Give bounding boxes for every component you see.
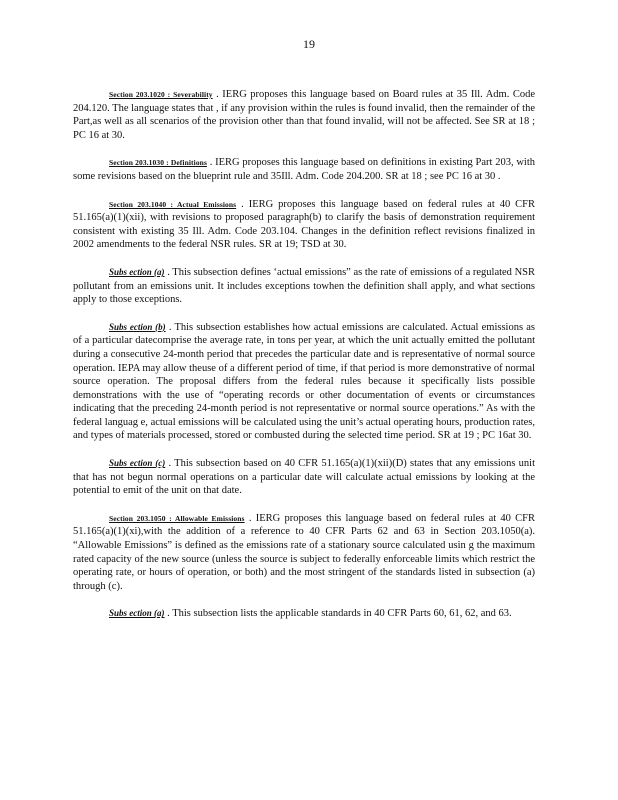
section-heading: Section 203.1050 : Allowable Emissions (109, 513, 245, 523)
paragraph-definitions (73, 156, 535, 183)
page-number: 19 (303, 37, 315, 51)
paragraph-text: . This subsection establishes how actual emissions are calculated. Actual emissions as of a particular datecomprise the average rate, in tons per year, at which the unit actually emitted the pollutant during a consecutive 24-month period that precedes the particular date and is representative of normal source operation. IEPA may allow theuse of a different period of time, if that period is more demonstrative of normal source operation. The proposal differs from the federal rules because it specifically lists possible demonstrations with the use of “operating records or other documentation of events or circumstances indicating that the preceding 24-month period is not representative or normal source operations.” As with the federal languag e, actual emissions will be calculated using the unit’s actual operating hours, production rates, and types of materials processed, stored or combusted during the selected time period. SR at 19 ; PC 16at 30. (73, 321, 535, 442)
paragraph-severability (73, 88, 535, 142)
paragraph-text: . This subsection based on 40 CFR 51.165(a)(1)(xii)(D) states that any emissions unit that has not begun normal operations on a particular date will calculate actual emissions by looking at the potential to emit of the unit on that date. (73, 458, 535, 497)
document-body (73, 88, 535, 635)
subsection-heading: Subs ection (c) (109, 458, 166, 469)
section-heading: Section 203.1040 : Actual Emissions (109, 199, 237, 209)
paragraph-subsection-b (73, 321, 535, 443)
section-heading: Section 203.1030 : Definitions (109, 158, 207, 168)
paragraph-text: . IERG proposes this language based on federal rules at 40 CFR 51.165(a)(1)(xii), with revisions to proposed paragraph(b) to clarify the basis of demonstration requirement consistent with existing 35 Ill. Adm. Code 203.104. Changes in the definition reflect revisions finalized in 2002 amendments to the federal NSR rules. SR at 19; TSD at 30. (73, 198, 535, 251)
subsection-heading: Subs ection (a) (109, 266, 165, 277)
paragraph-actual-emissions (73, 198, 535, 252)
paragraph-subsection-a (73, 266, 535, 307)
paragraph-allowable-emissions (73, 512, 535, 594)
section-heading: Section 203.1020 : Severability (109, 90, 213, 99)
paragraph-text: . IERG proposes this language based on Board rules at 35 Ill. Adm. Code 204.120. The language states that , if any provision within the rules is found invalid, then the remainder of the Part,as well as all scenarios of the provision other than that found invalid, will not be affected. See SR at 18 ; PC 16 at 30. (73, 89, 535, 141)
paragraph-text: . This subsection lists the applicable standards in 40 CFR Parts 60, 61, 62, and 63. (167, 608, 512, 620)
paragraph-subsection-c (73, 457, 535, 498)
subsection-heading: Subs ection (a) (109, 608, 165, 619)
paragraph-subsection-a-2 (73, 607, 535, 621)
paragraph-text: . IERG proposes this language based on federal rules at 40 CFR 51.165(a)(1)(xi),with the addition of a reference to 40 CFR Parts 62 and 63 in Section 203.1050(a). “Allowable Emissions” is defined as the emissions rate of a stationary source calculated usin g the maximum rated capacity of the new source (unless the source is subject to federally enforceable limits which restrict the operating rate, or hours of operation, or both) and the most stringent of the standards listed in subsection (a) through (c). (73, 512, 536, 592)
paragraph-text: . This subsection defines ‘actual emissions” as the rate of emissions of a regulated NSR pollutant from an emissions unit. It includes exceptions towhen the definition shall apply, and what sections apply to those exceptions. (73, 266, 536, 306)
paragraph-text: . IERG proposes this language based on definitions in existing Part 203, with some revisions based on the blueprint rule and 35Ill. Adm. Code 204.200. SR at 18 ; see PC 16 at 30 . (73, 157, 535, 182)
subsection-heading: Subs ection (b) (109, 321, 166, 332)
